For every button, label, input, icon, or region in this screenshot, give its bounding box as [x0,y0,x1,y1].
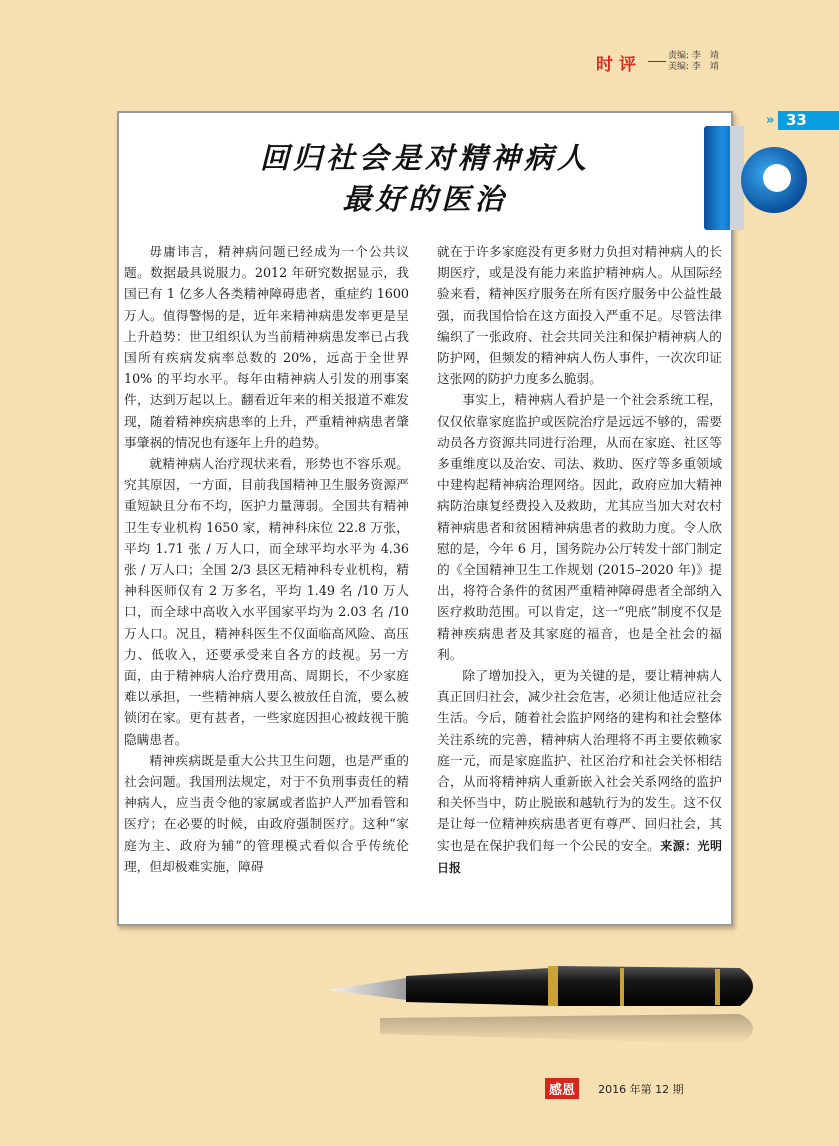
art-editor: 美编: 李 靖 [668,62,719,72]
paragraph: 毋庸讳言，精神病问题已经成为一个公共议题。数据最具说服力。2012 年研究数据显示，我国已有 1 亿多人各类精神障碍患者，重症约 1600 万人。值得警惕的是，近年来精神病患发率更是呈上升趋势：世卫组织认为当前精神病患发率已占我国所有疾病发病率总数的 20%，远高于全世界 10% 的平均水平。每年由精神病人引发的刑事案件，达到万起以上。翻看近年来的相关报道不难发现，随着精神疾病患率的上升，严重精神病患者肇事肇祸的情况也有逐年上升的趋势。 [124,244,409,450]
article-source: 来源：光明日报 [437,838,722,875]
magazine-logo: 感恩 [545,1078,579,1099]
header-divider [648,61,666,62]
paragraph-last [437,665,722,879]
article-title [117,138,733,220]
left-column [124,241,409,877]
page-footer [545,1078,684,1099]
paragraph: 精神疾病既是重大公共卫生问题，也是严重的社会问题。我国刑法规定，对于不负刑事责任的精神病人，应当责令他的家属或者监护人严加看管和医疗；在必要的时候，由政府强制医疗。这种“家庭为主、政府为辅”的管理模式看似合乎传统伦理，但却极难实施，障碍 [124,752,409,874]
paragraph-text: 除了增加投入，更为关键的是，要让精神病人真正回归社会，减少社会危害，必须让他适应社会生活。今后，随着社会监护网络的建构和社会整体关注系统的完善，精神病人治理将不再主要依赖家庭一元，而是家庭监护、社区治疗和社会关怀相结合，从而将精神病人重新嵌入社会关系网络的监护和关怀当中，防止脱嵌和越轨行为的发生。这不仅是让每一位精神疾病患者更有尊严、回归社会，其实也是在保护我们每一个公民的安全。 [437,668,722,853]
title-line-2: 最好的医治 [342,182,508,216]
issue-number: 2016 年第 12 期 [598,1082,684,1096]
paragraph-continued: 就在于许多家庭没有更多财力负担对精神病人的长期医疗，或是没有能力来监护精神病人。从国际经验来看，精神医疗服务在所有医疗服务中公益性最强，而我国恰恰在这方面投入严重不足。尽管法律编织了一张政府、社会共同关注和保护精神病人的防护网，但频发的精神病人伤人事件，一次次印证这张网的防护力度多么脆弱。 [437,244,722,387]
editor-credits [668,51,719,73]
paragraph: 事实上，精神病人看护是一个社会系统工程，仅仅依靠家庭监护或医院治疗是远远不够的，需要动员各方资源共同进行治理，从而在家庭、社区等多重维度以及治安、司法、救助、医疗等多重领域中建构起精神病治理网络。因此，政府应加大精神病防治康复经费投入及救助，尤其应当加大对农村精神病患者和贫困精神病患者的救助力度。令人欣慰的是，今年 6 月，国务院办公厅转发十部门制定的《全国精神卫生工作规划 (2015–2020 年)》提出，将符合条件的贫困严重精神障碍患者全部纳入医疗救助范围。可以肯定，这一“兜底”制度不仅是精神疾病患者及其家庭的福音，也是全社会的福利。 [437,392,722,662]
section-title: 时评 [596,55,642,75]
chief-editor: 责编: 李 靖 [668,51,719,61]
page-number: 33 [786,111,807,129]
double-chevron-icon: » [766,113,775,128]
title-line-1: 回归社会是对精神病人 [259,141,590,175]
fountain-pen-icon [320,960,770,1050]
paragraph: 就精神病人治疗现状来看，形势也不容乐观。究其原因，一方面，目前我国精神卫生服务资源严重短缺且分布不均，医护力量薄弱。全国共有精神卫生专业机构 1650 家，精神科床位 22.8 万张，平均 1.71 张 / 万人口，而全球平均水平为 4.36 张 / 万人口；全国 2/3 县区无精神科专业机构，精神科医师仅有 2 万多名，平均 1.49 名 /10 万人口，而全球中高收入水平国家平均为 2.03 名 /10 万人口。况且，精神科医生不仅面临高风险、高压力、低收入，还要承受来自各方的歧视。另一方面，由于精神病人治疗费用高、周期长，不少家庭难以承担，一些精神病人要么被放任自流，要么被锁闭在家。更有甚者，一些家庭因担心被歧视干脆隐瞒患者。 [124,456,409,747]
right-column [437,241,722,879]
